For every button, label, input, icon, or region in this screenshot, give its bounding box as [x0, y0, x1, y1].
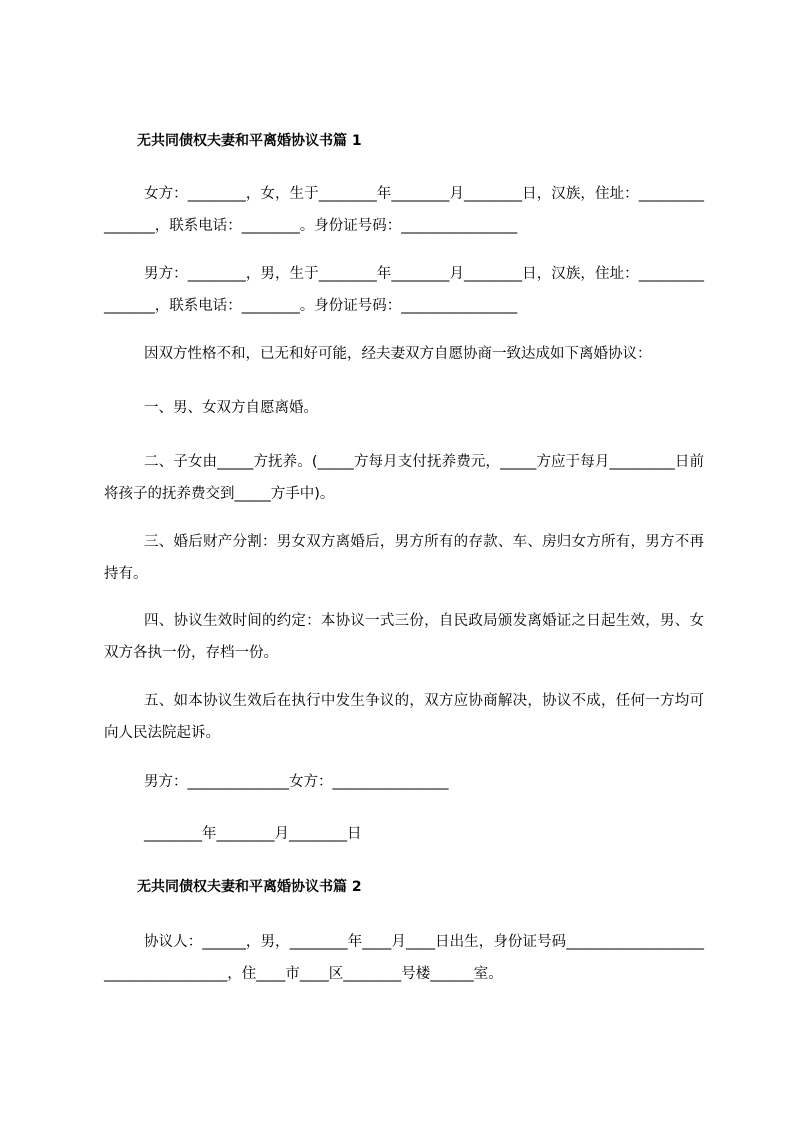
section2-title: 无共同债权夫妻和平离婚协议书篇 2	[137, 879, 362, 895]
divorce-reason: 因双方性格不和，已无和好可能，经夫妻双方自愿协商一致达成如下离婚协议：	[144, 346, 652, 362]
signature-line: 男方：______________女方：________________	[144, 774, 449, 790]
clause-3-property-division: 三、婚后财产分割：男女双方离婚后，男方所有的存款、车、房归女方所有，男方不再持有。	[104, 534, 704, 582]
clause-5-dispute-resolution: 五、如本协议生效后在执行中发生争议的，双方应协商解决，协议不成，任何一方均可向人民法院起诉。	[104, 693, 704, 741]
clause-2-child-custody: 二、子女由_____方抚养。(_____方每月支付抚养费元，_____方应于每月_________日前将孩子的抚养费交到_____方手中)。	[104, 454, 704, 502]
clause-1: 一、男、女双方自愿离婚。	[144, 400, 318, 416]
female-party-info: 女方：________，女，生于________年________月________日，汉族，住址：________________，联系电话：________。身份证号码：________________	[104, 186, 704, 234]
section1-title: 无共同债权夫妻和平离婚协议书篇 1	[137, 133, 362, 149]
clause-4-effective-date: 四、协议生效时间的约定：本协议一式三份，自民政局颁发离婚证之日起生效，男、女双方各执一份，存档一份。	[104, 613, 704, 661]
party-info: 协议人：______，男，________年____月____日出生，身份证号码____________________________________，住____市____区________号楼______室。	[104, 934, 704, 982]
date-line: ________年________月________日	[144, 826, 362, 842]
male-party-info: 男方：________，男，生于________年________月________日，汉族，住址：________________，联系电话：________。身份证号码：________________	[104, 266, 704, 314]
